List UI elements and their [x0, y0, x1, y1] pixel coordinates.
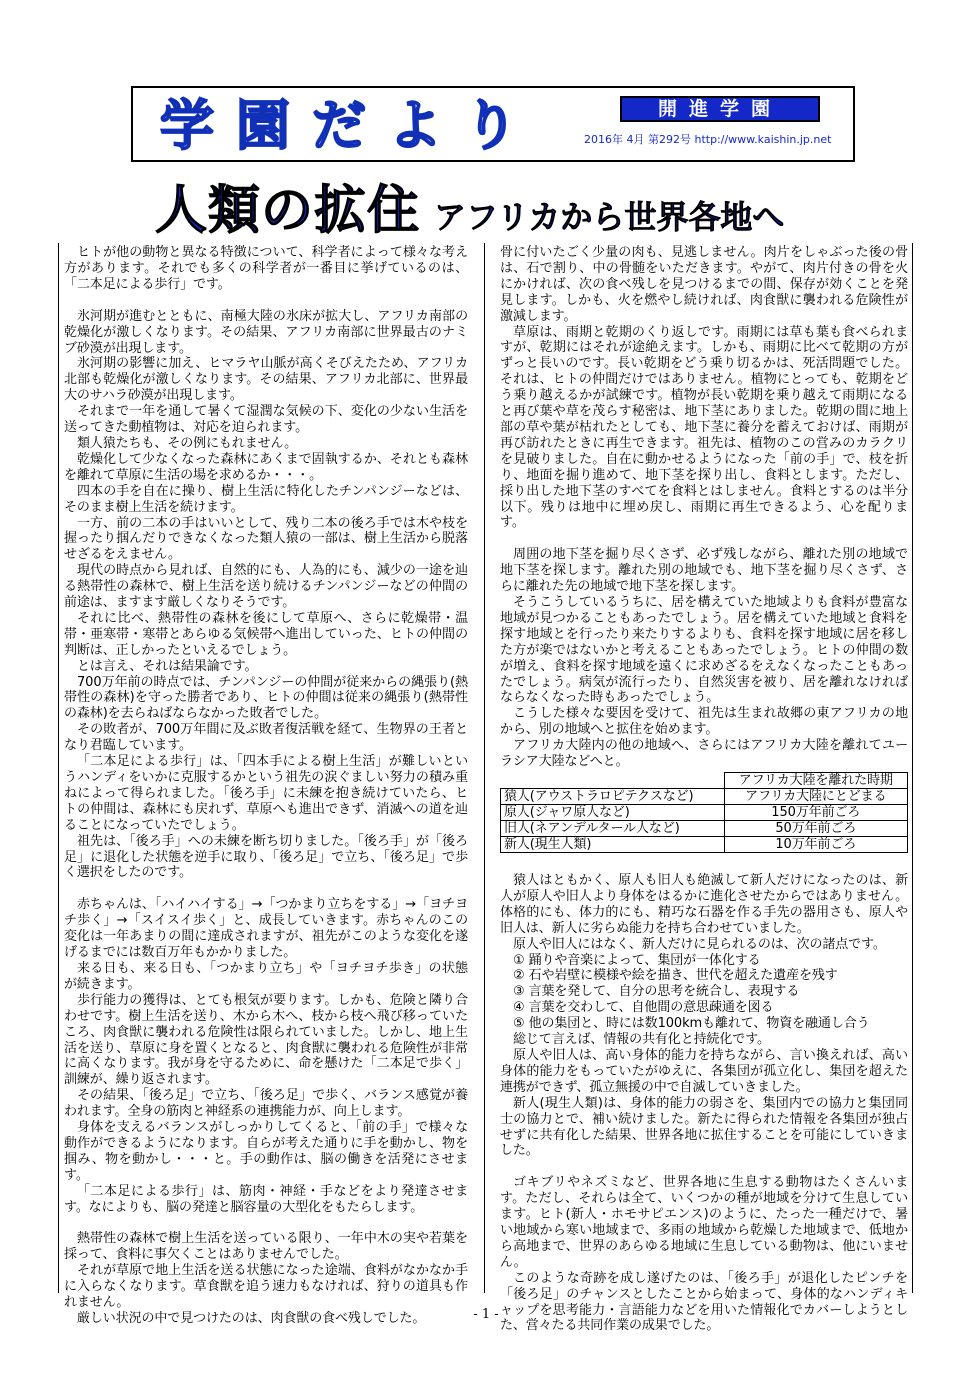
paragraph: 祖先は、「後ろ手」への未練を断ち切りました。「後ろ手」が「後ろ足」に退化した状態を逆手に取り、「後ろ足」で立ち、「後ろ足」で歩く選択をしたのです。 — [64, 833, 468, 881]
paragraph: 「二本足による歩行」は、「四本手による樹上生活」が難しいというハンディをいかに克服するかという祖先の涙ぐましい努力の積み重ねによって得られました。「後ろ手」に未練を抱き続けていたら、ヒトの仲間は、森林にも戻れず、草原へも進出できず、消滅への道を辿ることになっていたでしょう。 — [64, 754, 468, 833]
paragraph: ヒトが他の動物と異なる特徴について、科学者によって様々な考え方があります。それでも多くの科学者が一番目に挙げているのは、「二本足による歩行」です。 — [64, 245, 468, 292]
table-row — [501, 837, 908, 853]
paragraph: 熱帯性の森林で樹上生活を送っている限り、一年中木の実や若葉を採って、食料に事欠くことはありませんでした。 — [64, 1231, 468, 1263]
paragraph: 歩行能力の獲得は、とても根気が要ります。しかも、危険と隣り合わせです。樹上生活を送り、木から木へ、枝から枝へ飛び移っていたころ、肉食獣に襲われる危険性は限られていました。しかし、地上生活を送り、草原に身を置くとなると、肉食獣に襲われる危険性が非常に高くなります。我が身を守るために、命を懸けた「二本足で歩く」訓練が、繰り返されます。 — [64, 992, 468, 1088]
table-row — [501, 789, 908, 805]
paragraph: 周囲の地下茎を掘り尽くさず、必ず残しながら、離れた別の地域で地下茎を探します。離れた別の地域でも、地下茎を掘り尽くさず、さらに離れた先の地域で地下茎を探します。 — [500, 547, 908, 595]
article-left-column — [64, 245, 468, 1326]
paragraph: 新人(現生人類)は、身体的能力の弱さを、集団内での協力と集団同士の協力とで、補い続けました。新たに得られた情報を各集団が独占せずに共有化した結果、世界各地に拡住することを可能にしていきました。 — [500, 1095, 908, 1159]
species-cell: 原人(ジャワ原人など) — [501, 805, 725, 821]
page-number: - 1 - — [473, 1307, 499, 1322]
table-header: アフリカ大陸を離れた時期 — [724, 773, 907, 789]
paragraph: 四本の手を自在に操り、樹上生活に特化したチンパンジーなどは、そのまま樹上生活を続けます。 — [64, 483, 468, 515]
table-header-row — [501, 773, 908, 789]
paragraph: 原人や旧人にはなく、新人だけに見られるのは、次の諸点です。 — [513, 936, 886, 952]
species-cell: 猿人(アウストラロピテクスなど) — [501, 789, 725, 805]
paragraph: そうこうしているうちに、居を構えていた地域よりも食料が豊富な地域が見つかることもあったでしょう。居を構えていた地域と食料を探す地域とを行ったり来たりするよりも、食料を探す地域に居を移した方が楽ではないかと考えることもあったでしょう。ヒトの仲間の数が増え、食料を探す地域を遠くに求めざるをえなくなったこともあったでしょう。病気が流行ったり、自然災害を被り、居を離れなければならなくなった時もあったでしょう。 — [500, 595, 908, 706]
species-cell: 旧人(ネアンデルタール人など) — [501, 821, 725, 837]
paragraph: 来る日も、来る日も、「つかまり立ち」や「ヨチヨチ歩き」の状態が続きます。 — [64, 960, 468, 992]
paragraph: 一方、前の二本の手はいいとして、残り二本の後ろ手では木や枝を握ったり掴んだりできなくなった類人猿の一部は、樹上生活から脱落せざるをえません。 — [64, 515, 468, 563]
paragraph: 骨に付いたごく少量の肉も、見逃しません。肉片をしゃぶった後の骨は、石で割り、中の骨髄をいただきます。やがて、肉片付きの骨を火にかければ、次の食べ残しを見つけるまでの間、保存が効くことを発見します。しかも、火を燃やし続ければ、肉食獣に襲われる危険性が激減します。 — [500, 245, 908, 324]
list-item: ③ 言葉を発して、自分の思考を統合し、表現する — [513, 984, 800, 1000]
table-row — [501, 805, 908, 821]
school-name-badge: 開進学園 — [620, 96, 820, 122]
paragraph: アフリカ大陸内の他の地域へ、さらにはアフリカ大陸を離れてユーラシア大陸などへと。 — [500, 738, 908, 770]
right-border-rule — [912, 243, 913, 1293]
issue-info: 2016年 4月 第292号 http://www.kaishin.jp.net — [584, 133, 832, 146]
left-border-rule — [58, 243, 59, 1293]
paragraph: 厳しい状況の中で見つけたのは、肉食獣の食べ残しでした。 — [77, 1311, 426, 1326]
species-cell: 新人(現生人類) — [501, 837, 725, 853]
headline-sub: アフリカから世界各地へ — [434, 198, 785, 236]
table-header-blank — [501, 773, 725, 789]
headline — [155, 180, 875, 242]
paragraph: 乾燥化して少なくなった森林にあくまで固執するか、それとも森林を離れて草原に生活の場を求めるか・・・。 — [64, 451, 468, 483]
list-item: ② 石や岩壁に模様や絵を描き、世代を超えた遺産を残す — [513, 968, 838, 984]
paragraph: 類人猿たちも、その例にもれません。 — [77, 435, 298, 451]
paragraph: 身体を支えるバランスがしっかりしてくると、「前の手」で様々な動作ができるようになります。自らが考えた通りに手を動かし、物を掴み、物を動かし・・・と。手の動作は、脳の働きを活発にさせます。 — [64, 1120, 468, 1183]
list-item: ④ 言葉を交わして、自他間の意思疎通を図る — [513, 1000, 774, 1016]
paragraph: こうした様々な要因を受けて、祖先は生まれ故郷の東アフリカの地から、別の地域へと拡住を始めます。 — [500, 706, 908, 738]
period-cell: アフリカ大陸にとどまる — [724, 789, 907, 805]
paragraph: 700万年前の時点では、チンパンジーの仲間が従来からの縄張り(熱帯性の森林)を守った勝者であり、ヒトの仲間は従来の縄張り(熱帯性の森林)を去らねばならなかった敗者でした。 — [64, 674, 468, 722]
column-divider-rule — [484, 243, 485, 1293]
paragraph: 総じて言えば、情報の共有化と持続化です。 — [513, 1032, 770, 1048]
period-cell: 150万年前ごろ — [724, 805, 907, 821]
paragraph: 赤ちゃんは、「ハイハイする」→「つかまり立ちをする」→「ヨチヨチ歩く」→「スイスイ歩く」と、成長していきます。赤ちゃんのこの変化は一年あまりの間に達成されますが、祖先がこのような変化を遂げるまでには数百万年もかかりました。 — [64, 897, 468, 961]
paragraph: それに比べ、熱帯性の森林を後にして草原へ、さらに乾燥帯・温帯・亜寒帯・寒帯とあらゆる気候帯へ進出していった、ヒトの仲間の判断は、正しかったといえるでしょう。 — [64, 610, 468, 658]
period-cell: 10万年前ごろ — [724, 837, 907, 853]
headline-main: 人類の拡住 — [155, 181, 421, 241]
newsletter-title: 学園だより — [160, 93, 540, 157]
list-item: ⑤ 他の集団と、時には数100kmも離れて、物資を融通し合う — [513, 1016, 870, 1032]
table-row — [501, 821, 908, 837]
paragraph: それが草原で地上生活を送る状態になった途端、食料がなかなか手に入らなくなります。草食獣を追う速力もなければ、狩りの道具も作れません。 — [64, 1263, 468, 1311]
paragraph: それまで一年を通して暑くて湿潤な気候の下、変化の少ない生活を送ってきた動植物は、対応を迫られます。 — [64, 404, 468, 436]
period-cell: 50万年前ごろ — [724, 821, 907, 837]
paragraph: その結果、「後ろ足」で立ち、「後ろ足」で歩く、バランス感覚が養われます。全身の筋肉と神経系の連携能力が、向上します。 — [64, 1088, 468, 1120]
paragraph: 原人や旧人は、高い身体的能力を持ちながら、言い換えれば、高い身体的能力をもっていたがゆえに、各集団が孤立化し、集団を超えた連携ができず、孤立無援の中で自滅していきました。 — [500, 1047, 908, 1095]
paragraph: ゴキブリやネズミなど、世界各地に生息する動物はたくさんいます。ただし、それらは全て、いくつかの種が地域を分けて生息しています。ヒト(新人・ホモサピエンス)のように、たった一種だけで、暑い地域から寒い地域まで、多雨の地域から乾燥した地域まで、低地から高地まで、世界のあらゆる地域に生息している動物は、他にいません。 — [500, 1175, 908, 1270]
paragraph: 現代の時点から見れば、自然的にも、人為的にも、減少の一途を辿る熱帯性の森林で、樹上生活を送り続けるチンパンジーなどの仲間の前途は、ますます厳しくなりそうです。 — [64, 563, 468, 611]
paragraph: 氷河期が進むとともに、南極大陸の氷床が拡大し、アフリカ南部の乾燥化が激しくなります。その結果、アフリカ南部に世界最古のナミブ砂漠が出現します。 — [64, 308, 468, 356]
paragraph: 氷河期の影響に加え、ヒマラヤ山脈が高くそびえたため、アフリカ北部も乾燥化が激しくなります。その結果、アフリカ北部に、世界最大のサハラ砂漠が出現します。 — [64, 356, 468, 404]
paragraph: 草原は、雨期と乾期のくり返しです。雨期には草も葉も食べられますが、乾期にはそれが途絶えます。しかも、雨期に比べて乾期の方がずっと長いのです。長い乾期をどう乗り切るかは、死活問題でした。それは、ヒトの仲間だけではありません。植物にとっても、乾期をどう乗り越えるかが試練です。植物が長い乾期を乗り越えて雨期になると再び葉や草を茂らす秘密は、地下茎にありました。乾期の間に地上部の草や葉が枯れたとしても、地下茎に養分を蓄えておけば、雨期が再び訪れたときに再生できます。祖先は、植物のこの営みのカラクリを見破りました。自在に動かせるようになった「前の手」で、枝を折り、地面を掘り進めて、地下茎を探り出し、食料とします。ただし、採り出した地下茎のすべてを食料とはしません。食料とするのは半分以下。残りは地中に埋め戻し、雨期に再生できるよう、心を配ります。 — [500, 324, 908, 531]
paragraph: このような奇跡を成し遂げたのは、「後ろ手」が退化したピンチを「後ろ足」のチャンスとしたことから始まって、身体的なハンディキャップを思考能力・言語能力などを用いた情報化でカバーしようとした、営々たる共同作業の成果でした。 — [500, 1270, 908, 1334]
list-item: ① 踊りや音楽によって、集団が一体化する — [513, 952, 761, 968]
migration-table — [500, 772, 908, 853]
paragraph: 「二本足による歩行」は、筋肉・神経・手などをより発達させます。なによりも、脳の発達と脳容量の大型化をもたらします。 — [64, 1183, 468, 1215]
paragraph: とは言え、それは結果論です。 — [77, 658, 258, 674]
paragraph: その敗者が、700万年間に及ぶ敗者復活戦を経て、生物界の王者となり君臨しています。 — [64, 722, 468, 754]
paragraph: 猿人はともかく、原人も旧人も絶滅して新人だけになったのは、新人が原人や旧人より身体をはるかに進化させたからではありません。体格的にも、体力的にも、精巧な石器を作る手先の器用さも、原人や旧人は、新人に劣らぬ能力を持ち合わせていました。 — [500, 873, 908, 936]
article-right-column — [500, 245, 908, 1334]
